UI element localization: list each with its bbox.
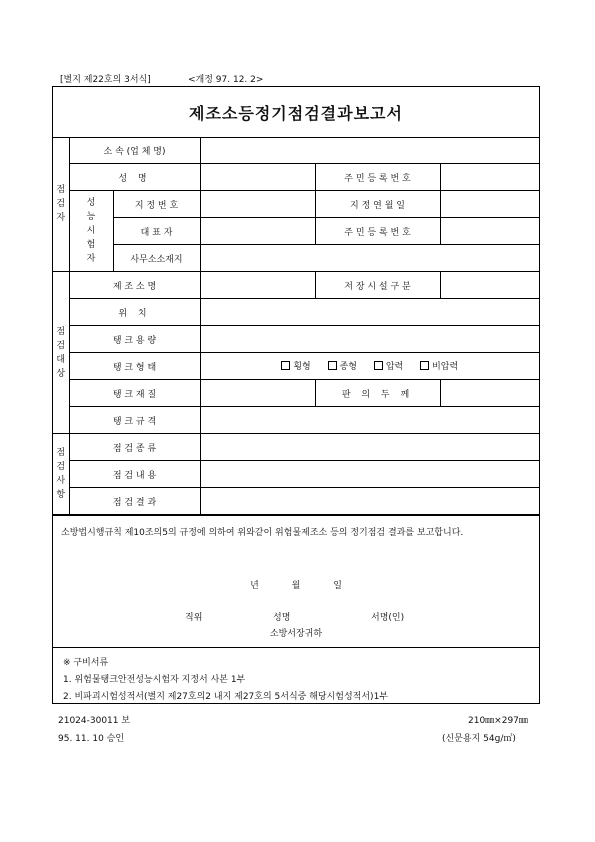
facility-name-label: 제 조 소 명 bbox=[69, 272, 200, 299]
designation-no-label: 지 정 번 호 bbox=[113, 191, 200, 218]
inspection-content-value[interactable] bbox=[200, 461, 539, 488]
section-items: 점 검 사 항 bbox=[53, 434, 69, 515]
tank-type-pressure-checkbox[interactable]: 압력 bbox=[374, 359, 403, 372]
tank-type-options bbox=[200, 353, 539, 380]
tank-material-value[interactable] bbox=[200, 380, 315, 407]
inspection-result-label: 점 검 결 과 bbox=[69, 488, 200, 515]
declaration-text: 소방법시행규칙 제10조의5의 규정에 의하여 위와같이 위험물제조소 등의 정기점검 결과를 보고합니다. bbox=[61, 528, 464, 538]
inspection-result-value[interactable] bbox=[200, 488, 539, 515]
office-address-value[interactable] bbox=[200, 245, 539, 272]
tank-material-label: 탱 크 재 질 bbox=[69, 380, 200, 407]
designation-date-label: 지 정 연 월 일 bbox=[315, 191, 440, 218]
required-docs-heading: ※ 구비서류 bbox=[63, 658, 109, 668]
resident-no-label: 주 민 등 록 번 호 bbox=[315, 164, 440, 191]
designation-no-value[interactable] bbox=[200, 191, 315, 218]
required-doc-item-1: 1. 위험물탱크안전성능시험자 지정서 사본 1부 bbox=[63, 675, 246, 685]
section-inspector: 점 검 자 bbox=[53, 137, 69, 272]
section-target: 점 검 대 상 bbox=[53, 272, 69, 434]
form-grid bbox=[53, 137, 539, 515]
report-form bbox=[52, 86, 540, 704]
form-code: 21024-30011 보 bbox=[58, 716, 131, 726]
representative-label: 대 표 자 bbox=[113, 218, 200, 245]
name-label: 성 명 bbox=[69, 164, 200, 191]
required-doc-item-2: 2. 비파괴시험성적서(별지 제27호의2 내지 제27호의 5서식중 해당시험성적서)1부 bbox=[63, 692, 388, 702]
date-line[interactable]: 년 월 일 bbox=[250, 581, 342, 591]
location-value[interactable] bbox=[200, 299, 539, 326]
sign-name-label: 성명 bbox=[273, 613, 291, 623]
required-docs bbox=[53, 648, 539, 703]
recipient-label: 소방서장귀하 bbox=[269, 629, 323, 639]
location-label: 위 치 bbox=[69, 299, 200, 326]
tank-capacity-label: 탱 크 용 량 bbox=[69, 326, 200, 353]
inspection-content-label: 점 검 내 용 bbox=[69, 461, 200, 488]
designation-date-value[interactable] bbox=[440, 191, 539, 218]
paper-size: 210㎜×297㎜ bbox=[468, 716, 528, 726]
plate-thickness-label: 판 의 두 께 bbox=[315, 380, 440, 407]
affiliation-value[interactable] bbox=[200, 137, 539, 164]
name-value[interactable] bbox=[200, 164, 315, 191]
tank-spec-value[interactable] bbox=[200, 407, 539, 434]
office-address-label: 사무소소재지 bbox=[113, 245, 200, 272]
facility-name-value[interactable] bbox=[200, 272, 315, 299]
section-performance-agency: 성 능 시 험 자 bbox=[69, 191, 113, 272]
revision-label: <개정 97. 12. 2> bbox=[188, 75, 264, 85]
storage-type-value[interactable] bbox=[440, 272, 539, 299]
tank-capacity-value[interactable] bbox=[200, 326, 539, 353]
paper-type: (신문용지 54g/㎡) bbox=[442, 734, 516, 744]
tank-type-label: 탱 크 형 태 bbox=[69, 353, 200, 380]
form-title: 제조소등정기점검결과보고서 bbox=[53, 87, 539, 138]
tank-spec-label: 탱 크 규 격 bbox=[69, 407, 200, 434]
declaration-section bbox=[53, 515, 539, 648]
resident-no-value[interactable] bbox=[440, 164, 539, 191]
position-label: 직위 bbox=[185, 613, 203, 623]
rep-resident-no-value[interactable] bbox=[440, 218, 539, 245]
tank-type-vertical-checkbox[interactable]: 종형 bbox=[328, 359, 357, 372]
inspection-type-label: 점 검 종 류 bbox=[69, 434, 200, 461]
signature-label[interactable]: 서명(인) bbox=[371, 613, 405, 623]
inspection-type-value[interactable] bbox=[200, 434, 539, 461]
affiliation-label: 소 속 (업 체 명) bbox=[69, 137, 200, 164]
storage-type-label: 저 장 시 설 구 분 bbox=[315, 272, 440, 299]
form-ref-label: [별지 제22호의 3서식] bbox=[60, 75, 151, 85]
tank-type-nonpressure-checkbox[interactable]: 비압력 bbox=[420, 359, 458, 372]
tank-type-horizontal-checkbox[interactable]: 횡형 bbox=[281, 359, 310, 372]
approval-date: 95. 11. 10 승인 bbox=[58, 734, 125, 744]
representative-value[interactable] bbox=[200, 218, 315, 245]
plate-thickness-value[interactable] bbox=[440, 380, 539, 407]
rep-resident-no-label: 주 민 등 록 번 호 bbox=[315, 218, 440, 245]
